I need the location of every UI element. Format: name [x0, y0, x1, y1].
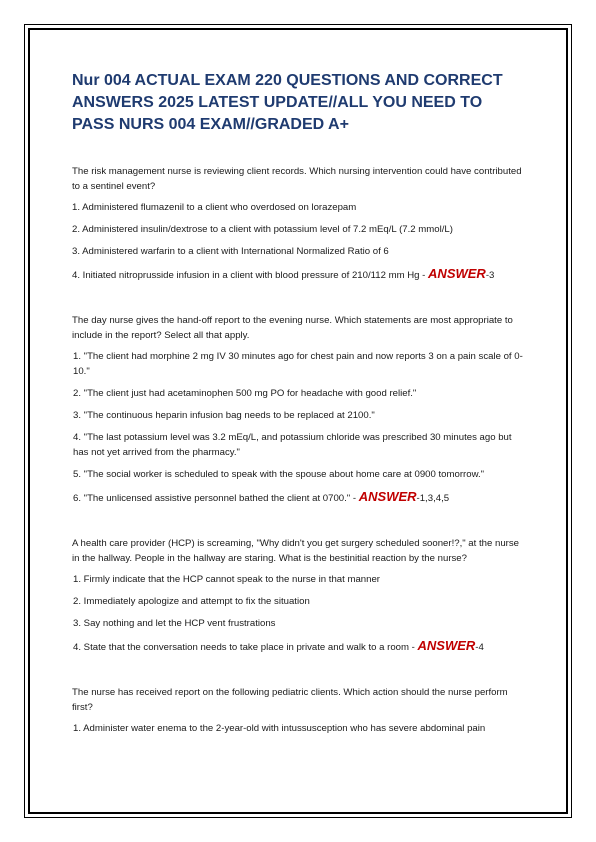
- option: 1. "The client had morphine 2 mg IV 30 minutes ago for chest pain and now reports 3 on a pain scale of 0-10.": [73, 351, 523, 377]
- option: 2. Administered insulin/dextrose to a client with potassium level of 7.2 mEq/L (7.2 mmol/L): [72, 224, 453, 235]
- option-text: 6. "The unlicensed assistive personnel bathed the client at 0700." -: [73, 493, 359, 504]
- question-stem: The nurse has received report on the following pediatric clients. Which action should the nurse perform first?: [72, 687, 508, 713]
- option-with-answer: [72, 489, 527, 506]
- option-text: 4. State that the conversation needs to take place in private and walk to a room -: [73, 642, 418, 653]
- question-stem: The risk management nurse is reviewing client records. Which nursing intervention could have contributed to a sentinel event?: [72, 166, 522, 192]
- option: 1. Administered flumazenil to a client who overdosed on lorazepam: [72, 202, 357, 213]
- answer-value: -4: [475, 642, 484, 653]
- option: 3. "The continuous heparin infusion bag needs to be replaced at 2100.": [73, 410, 375, 421]
- question-stem: The day nurse gives the hand-off report to the evening nurse. Which statements are most appropriate to include in the report? Select all that apply.: [72, 315, 513, 341]
- answer-label: ANSWER: [428, 266, 486, 281]
- option: 2. Immediately apologize and attempt to fix the situation: [73, 596, 310, 607]
- option: 3. Administered warfarin to a client with International Normalized Ratio of 6: [72, 246, 389, 257]
- answer-value: -1,3,4,5: [416, 493, 450, 504]
- option-with-answer: [72, 266, 527, 283]
- option: 1. Administer water enema to the 2-year-old with intussusception who has severe abdominal pain: [73, 723, 486, 734]
- question-stem: A health care provider (HCP) is screaming, "Why didn't you get surgery scheduled sooner!?," at the nurse in the hallway. People in the hallway are staring. What is the bestinitial reaction by the nurse?: [72, 538, 519, 564]
- option-with-answer: [72, 638, 527, 655]
- answer-label: ANSWER: [358, 489, 417, 504]
- question-1: [72, 164, 527, 283]
- option: 3. Say nothing and let the HCP vent frustrations: [73, 618, 276, 629]
- document-title: Nur 004 ACTUAL EXAM 220 QUESTIONS AND CORRECT ANSWERS 2025 LATEST UPDATE//ALL YOU NEED TO PASS NURS 004 EXAM//GRADED A+: [72, 72, 503, 133]
- option: 2. "The client just had acetaminophen 500 mg PO for headache with good relief.": [73, 388, 417, 399]
- question-2: [72, 313, 527, 506]
- document-body: [72, 70, 527, 743]
- option: 4. "The last potassium level was 3.2 mEq/L, and potassium chloride was prescribed 30 minutes ago but has not yet arrived from the pharmacy.": [73, 432, 512, 458]
- answer-value: -3: [485, 270, 495, 281]
- question-3: [72, 536, 527, 655]
- option: 5. "The social worker is scheduled to speak with the spouse about home care at 0900 tomorrow.": [73, 469, 485, 480]
- option-text: 4. Initiated nitroprusside infusion in a client with blood pressure of 210/112 mm Hg -: [72, 270, 429, 281]
- option: 1. Firmly indicate that the HCP cannot speak to the nurse in that manner: [73, 574, 380, 585]
- question-4: [72, 685, 527, 736]
- answer-label: ANSWER: [417, 638, 476, 653]
